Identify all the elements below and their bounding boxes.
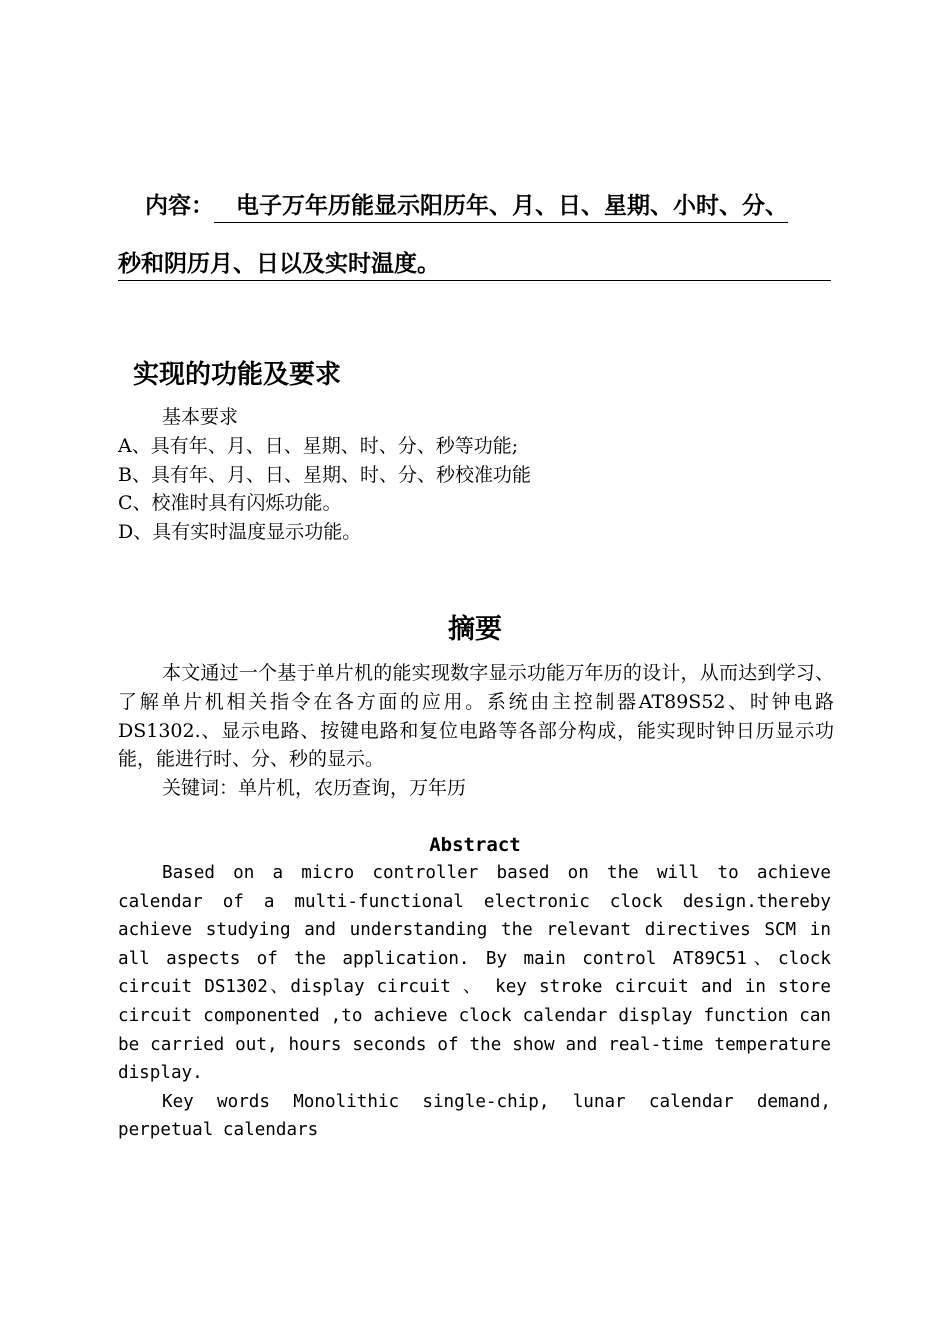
- features-heading: 实现的功能及要求: [133, 360, 342, 390]
- content-label: 内容：: [145, 193, 214, 219]
- content-line-1: [145, 190, 831, 223]
- requirement-item-d: D、具有实时温度显示功能。: [118, 521, 362, 544]
- abstract-cn-section: [118, 659, 834, 803]
- requirement-item-a: A、具有年、月、日、星期、时、分、秒等功能;: [118, 434, 519, 457]
- abstract-cn-keywords: 关键词：单片机，农历查询，万年历: [162, 777, 467, 800]
- abstract-cn-body: 本文通过一个基于单片机的能实现数字显示功能万年历的设计，从而达到学习、了解单片机相关指令在各方面的应用。系统由主控制器AT89S52、时钟电路DS1302.、显示电路、按键电路和复位电路等各部分构成，能实现时钟日历显示功能，能进行时、分、秒的显示。: [118, 662, 834, 771]
- abstract-en-heading: Abstract: [429, 834, 521, 856]
- requirements-subtitle: 基本要求: [162, 406, 239, 428]
- content-text-line-1: 电子万年历能显示阳历年、月、日、星期、小时、分、: [214, 190, 788, 223]
- content-text-line-2: 秒和阴历月、日以及实时温度。: [118, 248, 831, 281]
- abstract-en-body: Based on a micro controller based on the will to achieve calendar of a multi-functional electronic clock design.thereby achieve studying and understanding the relevant directives SCM in all aspects of the application. By main control AT89C51、clock circuit DS1302、display circuit 、 key stroke circuit and in store circuit componented ,to achieve clock calendar display function can be carried out, hours seconds of the show and real-time temperature display.: [118, 863, 831, 1084]
- requirements-block: [118, 403, 838, 547]
- requirement-item-c: C、校准时具有闪烁功能。: [118, 492, 342, 515]
- abstract-en-keywords: Key words Monolithic single-chip, lunar calendar demand, perpetual calendars: [118, 1091, 831, 1141]
- abstract-cn-heading: 摘要: [448, 614, 502, 645]
- requirement-item-b: B、具有年、月、日、星期、时、分、秒校准功能: [118, 463, 531, 486]
- abstract-en-section: [118, 859, 831, 1145]
